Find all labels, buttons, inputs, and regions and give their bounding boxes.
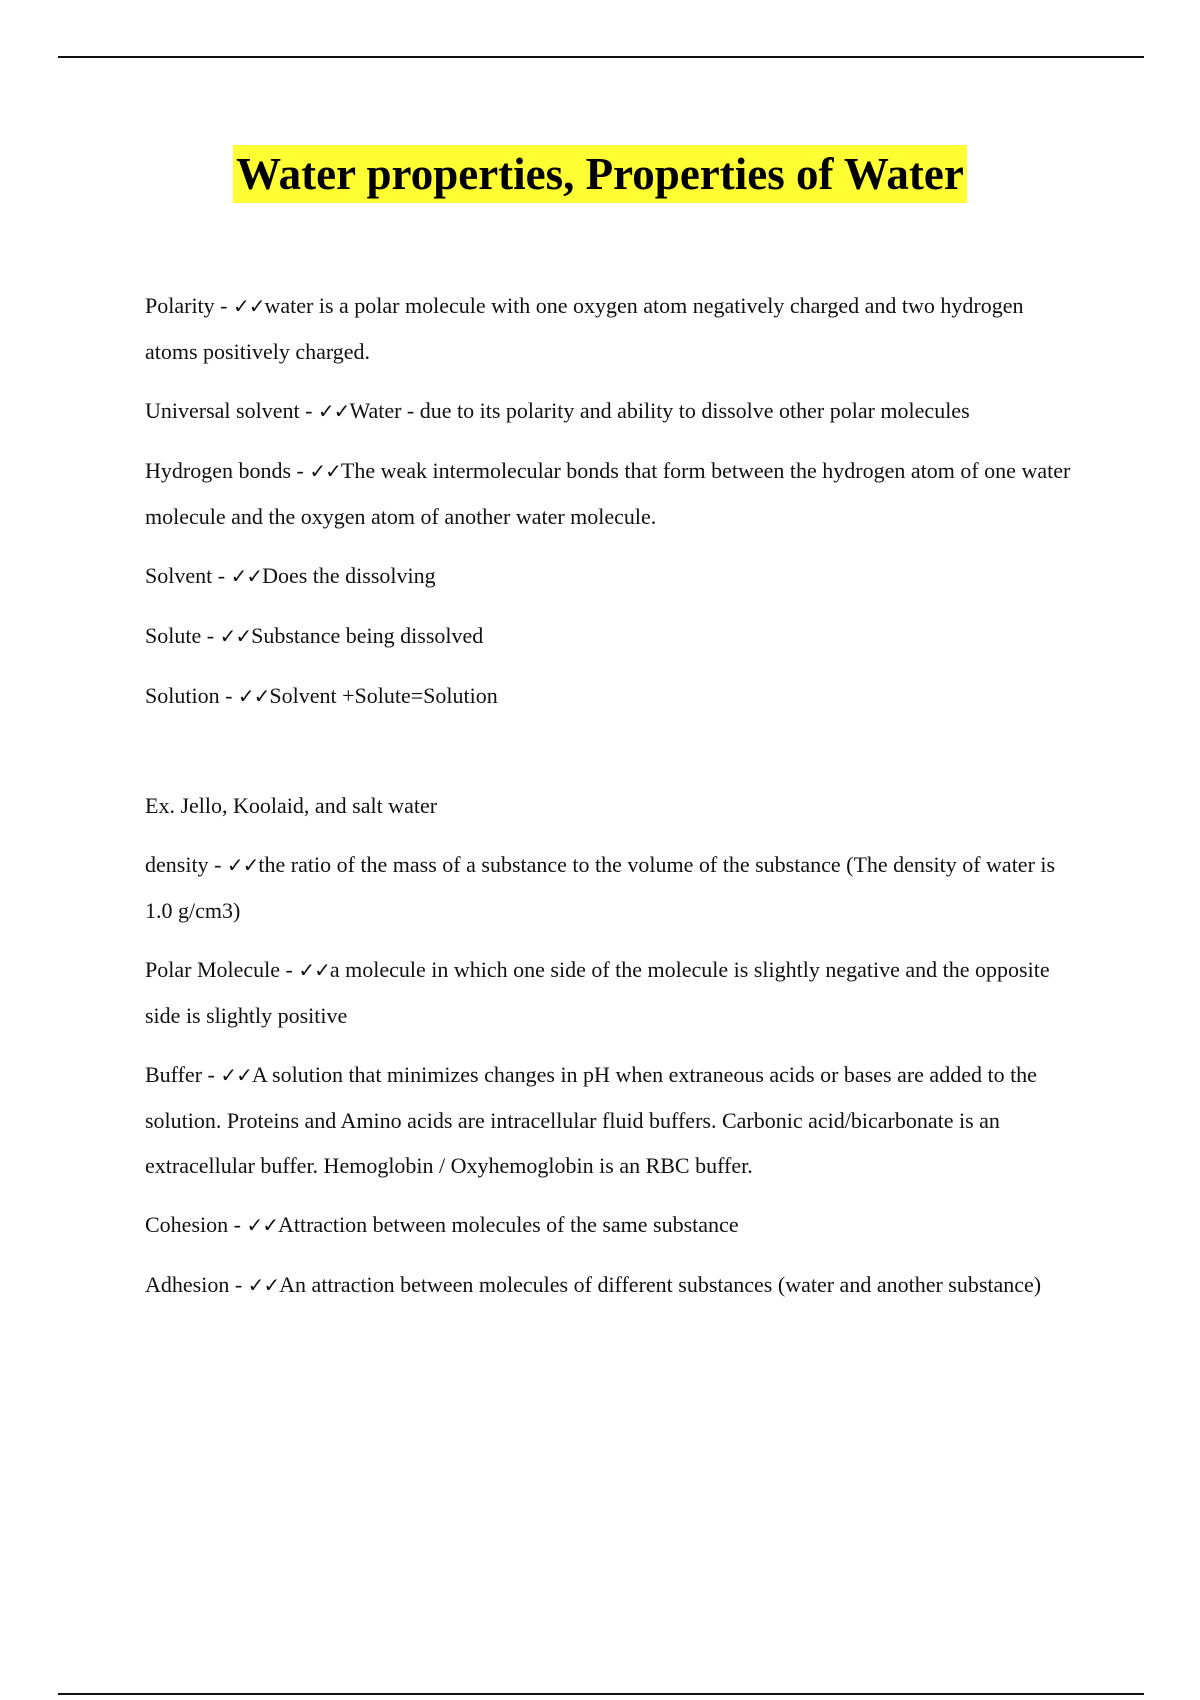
entry-adhesion: [145, 1262, 1075, 1308]
entry-separator: -: [299, 398, 318, 423]
page-title: Water properties, Properties of Water: [233, 145, 967, 203]
double-check-icon: ✓✓: [226, 853, 259, 877]
entry-hydrogen-bonds: [145, 448, 1075, 539]
example-line: Ex. Jello, Koolaid, and salt water: [145, 793, 438, 818]
double-check-icon: ✓✓: [298, 958, 330, 982]
entry-separator: -: [214, 293, 233, 318]
entry-solvent: [145, 553, 1075, 599]
entry-term: Polarity: [145, 293, 215, 318]
title-container: [0, 145, 1200, 203]
double-check-icon: ✓✓: [219, 624, 252, 648]
entry-term: Universal solvent: [145, 398, 300, 423]
entry-definition: the ratio of the mass of a substance to the volume of the substance (The density of water is 1.0 g/cm3): [145, 852, 1056, 923]
double-check-icon: ✓✓: [237, 684, 270, 708]
entry-term: Buffer: [145, 1062, 203, 1087]
entry-term: Solute: [145, 623, 202, 648]
entry-term: Adhesion: [145, 1272, 230, 1297]
entry-term: Solution: [145, 683, 220, 708]
entry-solution: [145, 673, 1075, 719]
entry-definition: The weak intermolecular bonds that form between the hydrogen atom of one water molecule and the oxygen atom of another water molecule.: [145, 458, 1071, 529]
entry-definition: Water - due to its polarity and ability to dissolve other polar molecules: [349, 398, 970, 423]
entry-separator: -: [228, 1212, 247, 1237]
entry-separator: -: [208, 852, 227, 877]
entry-term: Polar Molecule: [145, 957, 281, 982]
entry-density: [145, 842, 1075, 933]
entry-term: Hydrogen bonds: [145, 458, 292, 483]
entry-polarity: [145, 283, 1075, 374]
entry-universal-solvent: [145, 388, 1075, 434]
entry-definition: Does the dissolving: [262, 563, 436, 588]
entry-solute: [145, 613, 1075, 659]
entry-separator: -: [201, 623, 220, 648]
entry-polar-molecule: [145, 947, 1075, 1038]
double-check-icon: ✓✓: [317, 399, 350, 423]
top-rule: [58, 56, 1144, 58]
double-check-icon: ✓✓: [246, 1213, 278, 1237]
double-check-icon: ✓✓: [220, 1063, 252, 1087]
entry-term: Solvent: [145, 563, 213, 588]
entry-separator: -: [291, 458, 310, 483]
entry-separator: -: [280, 957, 299, 982]
entry-term: density: [145, 852, 209, 877]
double-check-icon: ✓✓: [309, 459, 341, 483]
entry-separator: -: [212, 563, 231, 588]
document-body: [145, 283, 1075, 1322]
entry-definition: Solvent +Solute=Solution: [269, 683, 498, 708]
double-check-icon: ✓✓: [247, 1273, 280, 1297]
entry-term: Cohesion: [145, 1212, 229, 1237]
entry-definition: Attraction between molecules of the same substance: [277, 1212, 739, 1237]
entry-definition: Substance being dissolved: [251, 623, 484, 648]
entry-definition: a molecule in which one side of the molecule is slightly negative and the opposite side is slightly positive: [145, 957, 1050, 1028]
entry-definition: A solution that minimizes changes in pH when extraneous acids or bases are added to the solution. Proteins and Amino acids are intracellular fluid buffers. Carbonic acid/bicarbonate is an extracellular buffer. Hemoglobin / Oxyhemoglobin is an RBC buffer.: [145, 1062, 1037, 1178]
entry-definition: An attraction between molecules of different substances (water and another substance): [279, 1272, 1042, 1297]
entry-definition: water is a polar molecule with one oxygen atom negatively charged and two hydrogen atoms positively charged.: [145, 293, 1024, 364]
entry-separator: -: [202, 1062, 221, 1087]
double-check-icon: ✓✓: [233, 294, 265, 318]
entry-separator: -: [219, 683, 238, 708]
entry-buffer: [145, 1052, 1075, 1188]
entry-separator: -: [229, 1272, 248, 1297]
bottom-rule: [58, 1693, 1144, 1695]
entry-cohesion: [145, 1202, 1075, 1248]
double-check-icon: ✓✓: [230, 564, 263, 588]
